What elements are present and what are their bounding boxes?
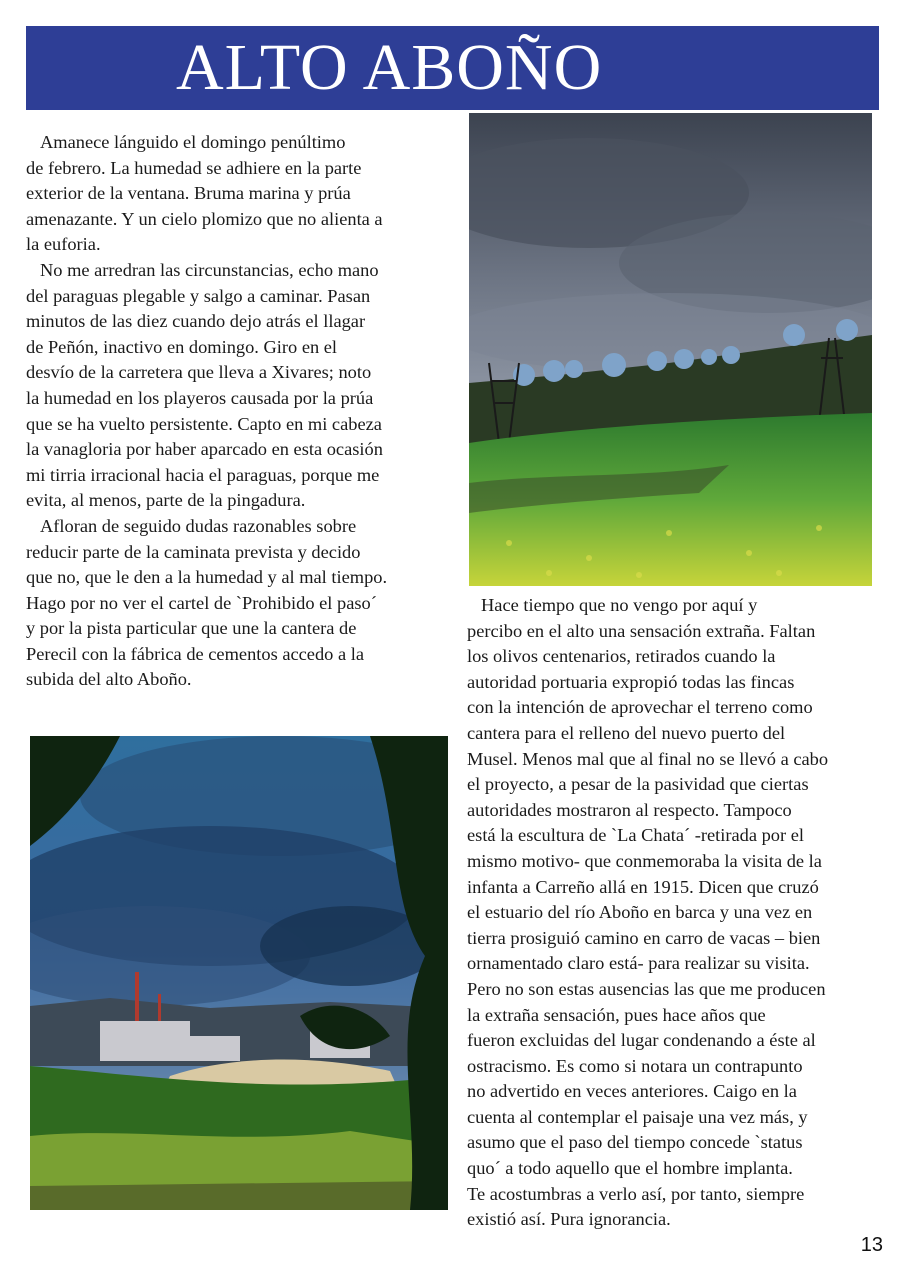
text-line: fueron excluidas del lugar condenando a éste al (467, 1030, 816, 1051)
text-line: Pero no son estas ausencias las que me producen (467, 978, 826, 999)
landscape-photo-gas-tanks (469, 113, 872, 586)
text-line: ostracismo. Es como si notara un contrapunto (467, 1055, 803, 1076)
paragraph-2 (26, 258, 446, 514)
text-line: exterior de la ventana. Bruma marina y prúa (26, 183, 351, 204)
text-line: asumo que el paso del tiempo concede `status (467, 1132, 803, 1153)
text-line: los olivos centenarios, retirados cuando la (467, 646, 776, 667)
text-line: minutos de las diez cuando dejo atrás el llagar (26, 311, 366, 332)
text-line: amenazante. Y un cielo plomizo que no alienta a (26, 208, 383, 229)
paragraph-1 (26, 130, 446, 258)
page-number: 13 (860, 1234, 883, 1256)
text-line: que se ha vuelto persistente. Capto en mi cabeza (26, 413, 382, 434)
page-title: ALTO ABOÑO (176, 31, 603, 104)
text-line: reducir parte de la caminata prevista y decido (26, 541, 361, 562)
paragraph-4 (467, 593, 887, 1233)
text-line: desvío de la carretera que lleva a Xivares; noto (26, 362, 372, 383)
text-line: Perecil con la fábrica de cementos accedo a la (26, 643, 364, 664)
text-line: y por la pista particular que une la cantera de (26, 618, 357, 639)
text-line: No me arredran las circunstancias, echo mano (40, 259, 379, 280)
text-line: la humedad en los playeros causada por la prúa (26, 387, 374, 408)
text-line: mi tirria irracional hacia el paraguas, porque me (26, 464, 380, 485)
text-line: está la escultura de `La Chata´ -retirada por el (467, 825, 804, 846)
text-line: subida del alto Aboño. (26, 669, 192, 690)
text-line: el estuario del río Aboño en barca y una vez en (467, 902, 813, 923)
photo-illustration (469, 113, 872, 586)
text-line: Musel. Menos mal que al final no se llevó a cabo (467, 748, 829, 769)
text-line: percibo en el alto una sensación extraña. Faltan (467, 620, 816, 641)
text-line: del paraguas plegable y salgo a caminar. Pasan (26, 285, 371, 306)
text-line: mismo motivo- que conmemoraba la visita de la (467, 850, 822, 871)
text-line: existió así. Pura ignorancia. (467, 1209, 671, 1230)
text-line: la euforia. (26, 234, 101, 255)
text-line: Hace tiempo que no vengo por aquí y (481, 595, 758, 615)
text-line: ornamentado claro está- para realizar su visita. (467, 953, 810, 974)
text-line: que no, que le den a la humedad y al mal tiempo. (26, 567, 388, 588)
text-line: Te acostumbras a verlo así, por tanto, siempre (467, 1183, 805, 1204)
paragraph-3 (26, 514, 446, 693)
text-line: evita, al menos, parte de la pingadura. (26, 490, 306, 511)
photo-illustration (30, 736, 448, 1210)
left-text-column (26, 130, 446, 693)
text-line: Amanece lánguido el domingo penúltimo (40, 132, 346, 152)
text-line: de Peñón, inactivo en domingo. Giro en el (26, 336, 338, 357)
right-text-column (467, 593, 887, 1233)
text-line: el proyecto, a pesar de la pasividad que ciertas (467, 774, 809, 795)
text-line: de febrero. La humedad se adhiere en la parte (26, 157, 362, 178)
text-line: no advertido en veces anteriores. Caigo en la (467, 1081, 797, 1102)
text-line: cantera para el relleno del nuevo puerto del (467, 722, 786, 743)
text-line: infanta a Carreño allá en 1915. Dicen que cruzó (467, 876, 819, 897)
text-line: Afloran de seguido dudas razonables sobre (40, 515, 357, 536)
text-line: quo´ a todo aquello que el hombre implanta. (467, 1158, 793, 1179)
text-line: la vanagloria por haber aparcado en esta ocasión (26, 439, 383, 460)
text-line: Hago por no ver el cartel de `Prohibido el paso´ (26, 592, 377, 613)
text-line: autoridades mostraron al respecto. Tampoco (467, 799, 792, 820)
title-banner (26, 26, 879, 110)
text-line: cuenta al contemplar el paisaje una vez más, y (467, 1106, 808, 1127)
text-line: autoridad portuaria expropió todas las fincas (467, 671, 795, 692)
text-line: la extraña sensación, pues hace años que (467, 1004, 766, 1025)
text-line: tierra prosiguió camino en carro de vacas – bien (467, 927, 821, 948)
text-line: con la intención de aprovechar el terreno como (467, 697, 813, 718)
landscape-photo-cement-factory (30, 736, 448, 1210)
